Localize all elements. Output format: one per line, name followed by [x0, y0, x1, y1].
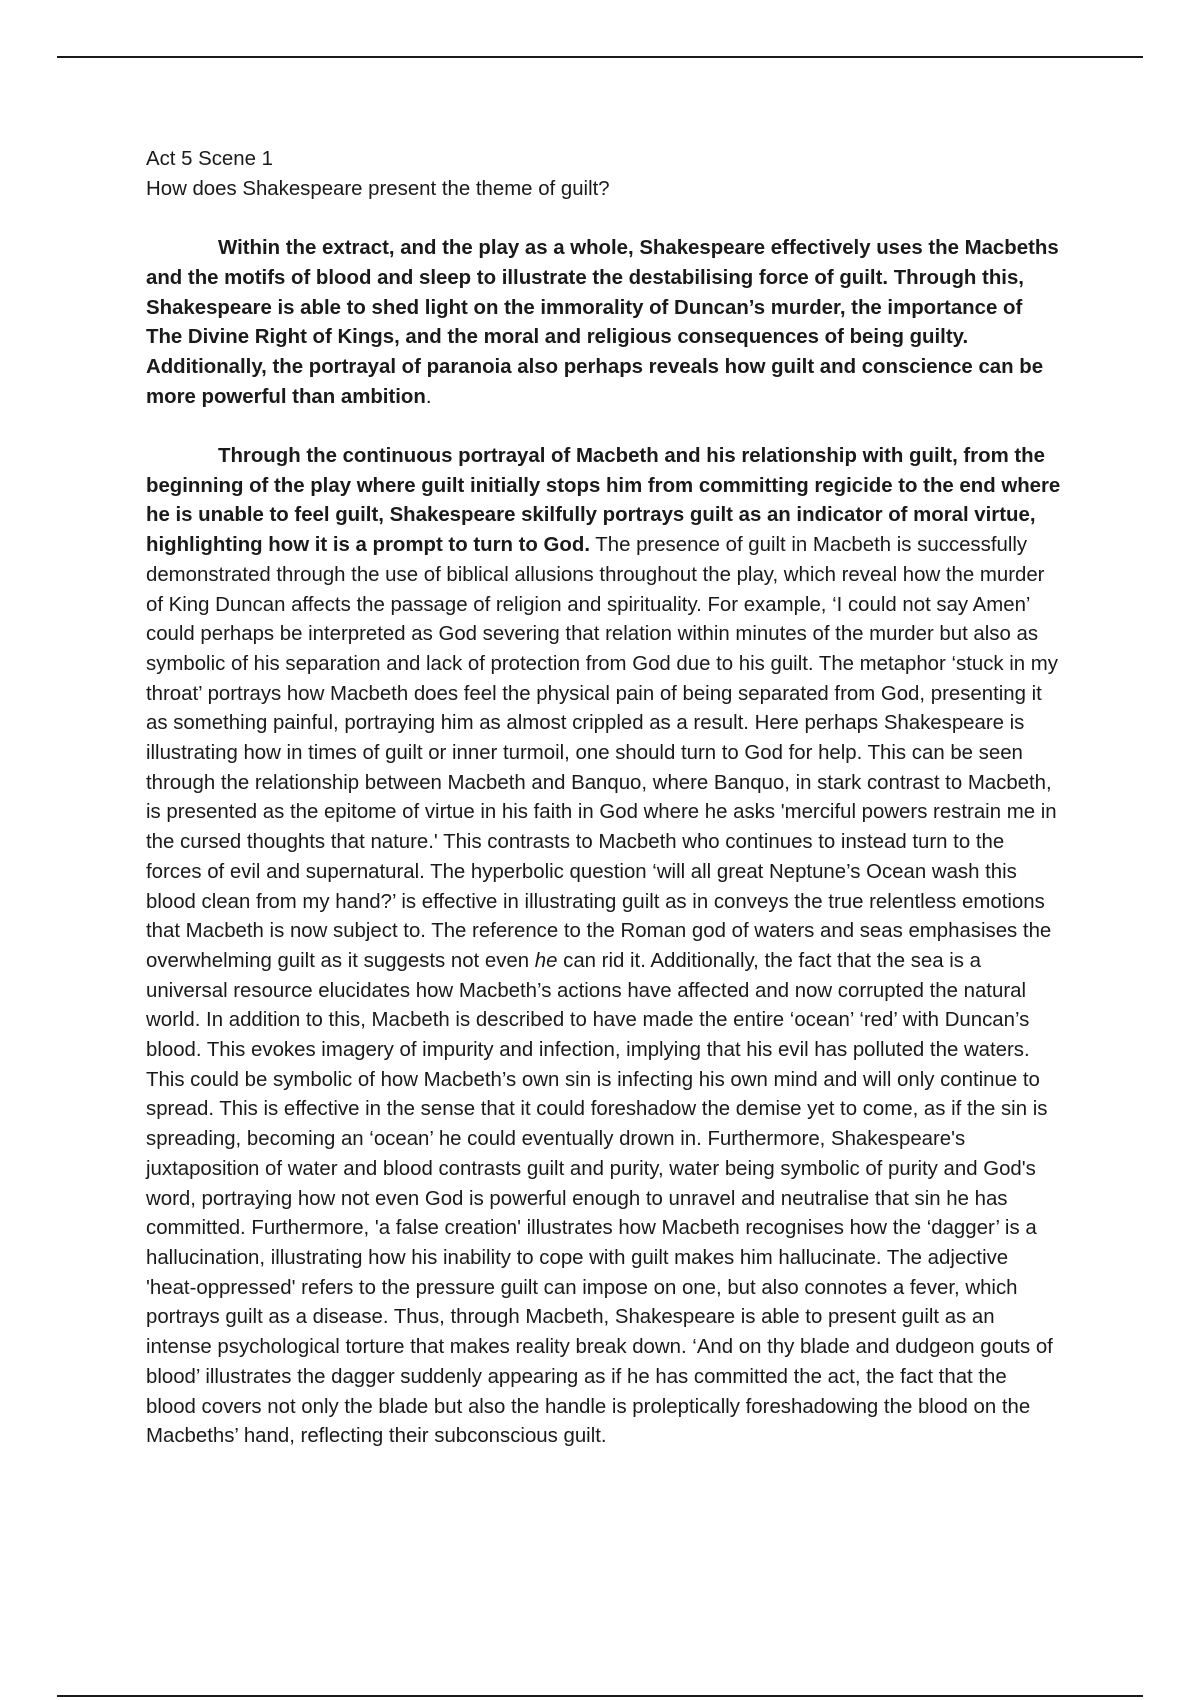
- essay-question: How does Shakespeare present the theme of guilt?: [146, 177, 610, 200]
- body-text-part-2: can rid it. Additionally, the fact that the sea is a universal resource elucidates how Macbeth’s actions have affected and now corrupted the natural world. In addition to this, Macbeth is described to have made the entire ‘ocean’ ‘red’ with Duncan’s blood. This evokes imagery of impurity and infection, implying that his evil has polluted the waters. This could be symbolic of how Macbeth’s own sin is infecting his own mind and will only continue to spread. This is effective in the sense that it could foreshadow the demise yet to come, as if the sin is spreading, becoming an ‘ocean’ he could eventually drown in. Furthermore, Shakespeare's juxtaposition of water and blood contrasts guilt and purity, water being symbolic of purity and God's word, portraying how not even God is powerful enough to unravel and neutralise that sin he has committed. Furthermore, 'a false creation' illustrates how Macbeth recognises how the ‘dagger’ is a hallucination, illustrating how his inability to cope with guilt makes him hallucinate. The adjective 'heat-oppressed' refers to the pressure guilt can impose on one, but also connotes a fever, which portrays guilt as a disease. Thus, through Macbeth, Shakespeare is able to present guilt as an intense psychological torture that makes reality break down. ‘And on thy blade and dudgeon gouts of blood’ illustrates the dagger suddenly appearing as if he has committed the act, the fact that the blood covers not only the blade but also the handle is proleptically foreshadowing the blood on the Macbeths’ hand, reflecting their subconscious guilt.: [146, 949, 1053, 1448]
- spacer: [146, 412, 1062, 442]
- body-text-part-1: The presence of guilt in Macbeth is successfully demonstrated through the use of biblical allusions throughout the play, which reveal how the murder of King Duncan affects the passage of religion and spirituality. For example, ‘I could not say Amen’ could perhaps be interpreted as God severing that relation within minutes of the murder but also as symbolic of his separation and lack of protection from God due to his guilt. The metaphor ‘stuck in my throat’ portrays how Macbeth does feel the physical pain of being separated from God, presenting it as something painful, portraying him as almost crippled as a result. Here perhaps Shakespeare is illustrating how in times of guilt or inner turmoil, one should turn to God for help. This can be seen through the relationship between Macbeth and Banquo, where Banquo, in stark contrast to Macbeth, is presented as the epitome of virtue in his faith in God where he asks 'merciful powers restrain me in the cursed thoughts that nature.' This contrasts to Macbeth who continues to instead turn to the forces of evil and supernatural. The hyperbolic question ‘will all great Neptune’s Ocean wash this blood clean from my hand?’ is effective in illustrating guilt as in conveys the true relentless emotions that Macbeth is now subject to. The reference to the Roman god of waters and seas emphasises the overwhelming guilt as it suggests not even: [146, 534, 1058, 972]
- bottom-divider: [57, 1695, 1143, 1697]
- intro-end-punctuation: .: [425, 385, 432, 408]
- intro-paragraph: [146, 234, 1062, 412]
- body-topic-sentence: Through the continuous portrayal of Macbeth and his relationship with guilt, from the beginning of the play where guilt initially stops him from committing regicide to the end where he is unable to feel guilt, Shakespeare skilfully portrays guilt as an indicator of moral virtue, highlighting how it is a prompt to turn to God.: [146, 445, 1061, 557]
- scene-heading: Act 5 Scene 1: [146, 148, 273, 170]
- document-body: [146, 145, 1062, 1452]
- intro-bold-text: Within the extract, and the play as a whole, Shakespeare effectively uses the Macbeths and the motifs of blood and sleep to illustrate the destabilising force of guilt. Through this, Shakespeare is able to shed light on the immorality of Duncan’s murder, the importance of The Divine Right of Kings, and the moral and religious consequences of being guilty. Additionally, the portrayal of paranoia also perhaps reveals how guilt and conscience can be more powerful than ambition: [146, 237, 1059, 408]
- body-italic-word: he: [534, 949, 558, 972]
- top-divider: [57, 56, 1143, 58]
- spacer: [146, 204, 1062, 234]
- body-paragraph: [146, 442, 1062, 1452]
